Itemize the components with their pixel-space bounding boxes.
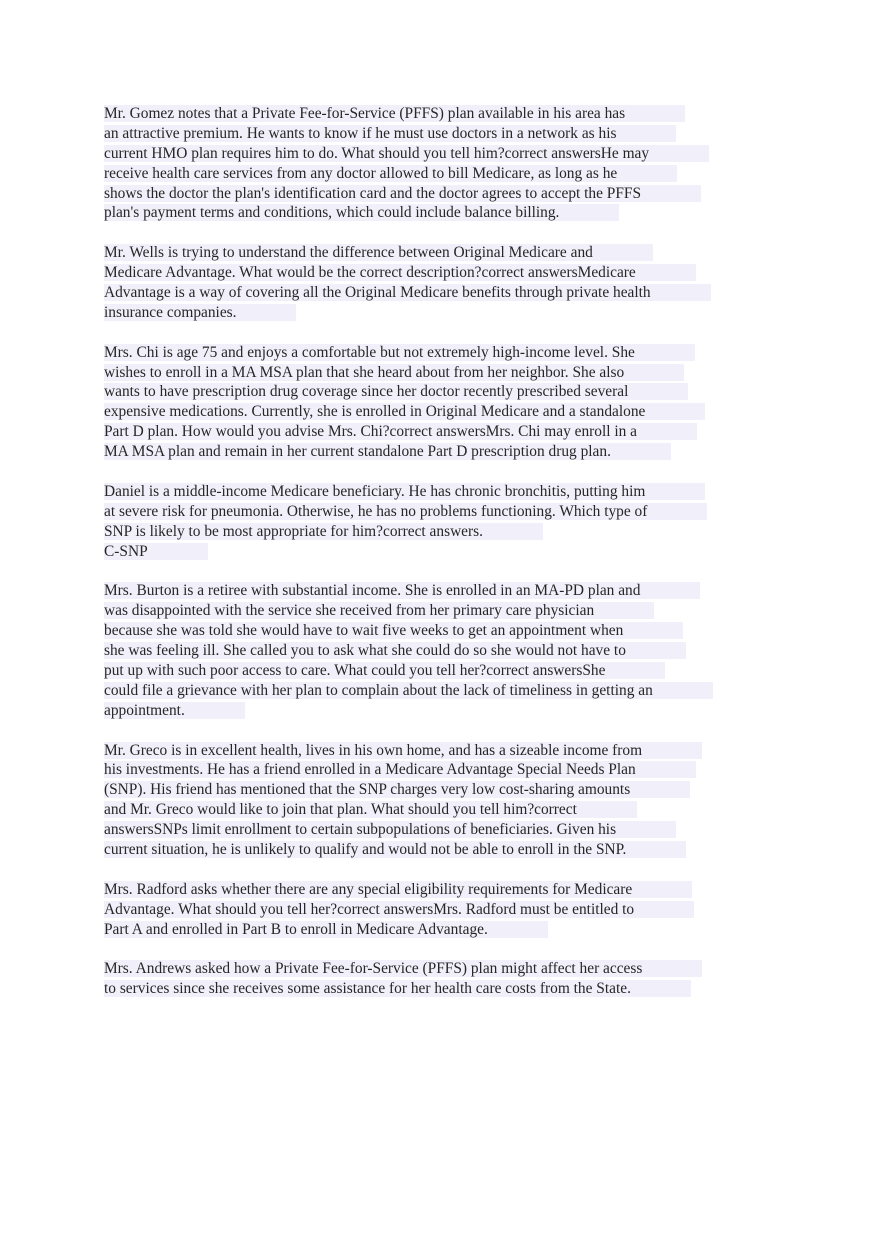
text-line-content: could file a grievance with her plan to complain about the lack of timeliness in getting an xyxy=(104,682,713,699)
question-answer-paragraph xyxy=(104,959,784,999)
text-line xyxy=(104,979,784,999)
text-line-content: she was feeling ill. She called you to ask what she could do so she would not have to xyxy=(104,642,686,659)
text-line xyxy=(104,402,784,422)
document-body xyxy=(104,104,784,1019)
text-line-content: C-SNP xyxy=(104,543,208,560)
text-line-content: Mrs. Chi is age 75 and enjoys a comfortable but not extremely high-income level. She xyxy=(104,344,695,361)
text-line-content: receive health care services from any doctor allowed to bill Medicare, as long as he xyxy=(104,165,677,182)
text-line xyxy=(104,581,784,601)
text-line-content: MA MSA plan and remain in her current standalone Part D prescription drug plan. xyxy=(104,443,671,460)
text-line xyxy=(104,104,784,124)
text-line-content: because she was told she would have to wait five weeks to get an appointment when xyxy=(104,622,683,639)
text-line-content: was disappointed with the service she received from her primary care physician xyxy=(104,602,654,619)
text-line xyxy=(104,681,784,701)
text-line xyxy=(104,164,784,184)
text-line xyxy=(104,760,784,780)
text-line-content: (SNP). His friend has mentioned that the SNP charges very low cost-sharing amounts xyxy=(104,781,690,798)
text-line xyxy=(104,363,784,383)
text-line-content: Mr. Wells is trying to understand the difference between Original Medicare and xyxy=(104,244,653,261)
text-line-content: at severe risk for pneumonia. Otherwise, he has no problems functioning. Which type of xyxy=(104,503,707,520)
text-line-content: Part A and enrolled in Part B to enroll in Medicare Advantage. xyxy=(104,921,548,938)
text-line xyxy=(104,144,784,164)
question-answer-paragraph xyxy=(104,104,784,223)
question-answer-paragraph xyxy=(104,880,784,940)
question-answer-paragraph xyxy=(104,343,784,462)
text-line-content: appointment. xyxy=(104,702,245,719)
question-answer-paragraph xyxy=(104,482,784,562)
text-line xyxy=(104,959,784,979)
text-line-content: an attractive premium. He wants to know if he must use doctors in a network as his xyxy=(104,125,676,142)
text-line xyxy=(104,522,784,542)
text-line xyxy=(104,880,784,900)
text-line-content: Daniel is a middle-income Medicare beneficiary. He has chronic bronchitis, putting him xyxy=(104,483,705,500)
text-line xyxy=(104,203,784,223)
question-answer-paragraph xyxy=(104,243,784,323)
text-line-content: put up with such poor access to care. What could you tell her?correct answersShe xyxy=(104,662,665,679)
text-line-content: Mrs. Burton is a retiree with substantial income. She is enrolled in an MA-PD plan and xyxy=(104,582,700,599)
text-line xyxy=(104,303,784,323)
text-line-content: Mrs. Radford asks whether there are any special eligibility requirements for Medicare xyxy=(104,881,692,898)
text-line-content: wishes to enroll in a MA MSA plan that she heard about from her neighbor. She also xyxy=(104,364,684,381)
text-line-content: wants to have prescription drug coverage since her doctor recently prescribed several xyxy=(104,383,688,400)
question-answer-paragraph xyxy=(104,581,784,720)
text-line-content: SNP is likely to be most appropriate for him?correct answers. xyxy=(104,523,543,540)
text-line-content: Advantage. What should you tell her?correct answersMrs. Radford must be entitled to xyxy=(104,901,694,918)
question-answer-paragraph xyxy=(104,741,784,860)
text-line-content: current HMO plan requires him to do. What should you tell him?correct answersHe may xyxy=(104,145,709,162)
text-line-content: expensive medications. Currently, she is enrolled in Original Medicare and a standalone xyxy=(104,403,705,420)
text-line-content: current situation, he is unlikely to qualify and would not be able to enroll in the SNP. xyxy=(104,841,686,858)
text-line xyxy=(104,780,784,800)
text-line xyxy=(104,422,784,442)
text-line-content: to services since she receives some assistance for her health care costs from the State. xyxy=(104,980,691,997)
text-line-content: Medicare Advantage. What would be the correct description?correct answersMedicare xyxy=(104,264,696,281)
text-line-content: Mrs. Andrews asked how a Private Fee-for-Service (PFFS) plan might affect her access xyxy=(104,960,702,977)
text-line-content: Mr. Gomez notes that a Private Fee-for-Service (PFFS) plan available in his area has xyxy=(104,105,685,122)
text-line xyxy=(104,661,784,681)
text-line xyxy=(104,243,784,263)
text-line xyxy=(104,442,784,462)
text-line xyxy=(104,184,784,204)
text-line-content: Part D plan. How would you advise Mrs. Chi?correct answersMrs. Chi may enroll in a xyxy=(104,423,697,440)
text-line-content: and Mr. Greco would like to join that plan. What should you tell him?correct xyxy=(104,801,637,818)
text-line xyxy=(104,900,784,920)
text-line xyxy=(104,542,784,562)
text-line xyxy=(104,343,784,363)
text-line-content: Advantage is a way of covering all the Original Medicare benefits through private health xyxy=(104,284,711,301)
text-line xyxy=(104,502,784,522)
text-line xyxy=(104,601,784,621)
text-line-content: shows the doctor the plan's identification card and the doctor agrees to accept the PFFS xyxy=(104,185,701,202)
text-line xyxy=(104,820,784,840)
text-line xyxy=(104,701,784,721)
text-line xyxy=(104,382,784,402)
text-line-content: insurance companies. xyxy=(104,304,296,321)
text-line xyxy=(104,621,784,641)
text-line xyxy=(104,124,784,144)
text-line xyxy=(104,920,784,940)
text-line-content: his investments. He has a friend enrolled in a Medicare Advantage Special Needs Plan xyxy=(104,761,696,778)
text-line-content: Mr. Greco is in excellent health, lives in his own home, and has a sizeable income from xyxy=(104,742,702,759)
text-line xyxy=(104,800,784,820)
text-line xyxy=(104,263,784,283)
text-line xyxy=(104,482,784,502)
text-line-content: answersSNPs limit enrollment to certain subpopulations of beneficiaries. Given his xyxy=(104,821,676,838)
text-line xyxy=(104,741,784,761)
text-line xyxy=(104,283,784,303)
text-line xyxy=(104,840,784,860)
text-line xyxy=(104,641,784,661)
text-line-content: plan's payment terms and conditions, which could include balance billing. xyxy=(104,204,619,221)
